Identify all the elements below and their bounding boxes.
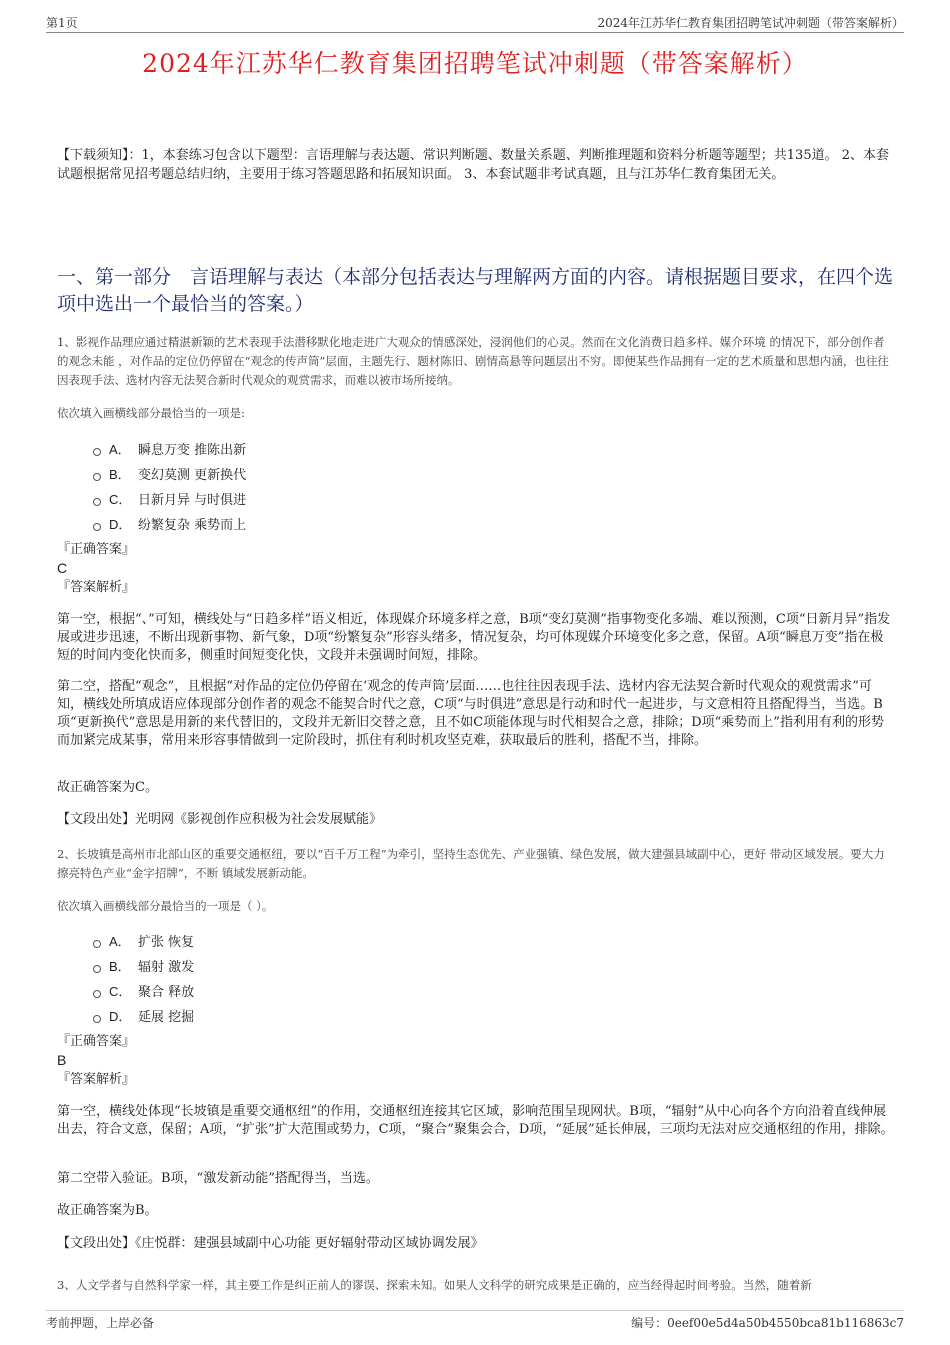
question-2-analysis-2: 第二空带入验证。B项，“激发新动能”搭配得当，当选。	[57, 1171, 379, 1186]
question-2-conclusion: 故正确答案为B。	[57, 1203, 158, 1218]
radio-icon[interactable]	[93, 940, 101, 948]
footer-document-id: 编号：0eef00e5d4a50b4550bca81b116863c7	[631, 1316, 904, 1330]
radio-icon[interactable]	[93, 523, 101, 531]
radio-icon[interactable]	[93, 498, 101, 506]
header-doc-title: 2024年江苏华仁教育集团招聘笔试冲刺题（带答案解析）	[597, 16, 904, 30]
answer-value: C	[57, 560, 68, 576]
footer-divider	[46, 1310, 904, 1311]
option-b[interactable]: B． 变幻莫测 更新换代	[93, 461, 246, 486]
question-1-analysis-1: 第一空，根据“、”可知，横线处与“日趋多样”语义相近，体现媒介环境多样之意，B项“变幻莫测”指事物变化多端、难以预测，C项“日新月异”指发展或进步迅速，不断出现新事物、新气象，D项“纷繁复杂”形容头绪多，情况复杂，均可体现媒介环境变化多之意，保留。A项“瞬息万变”指在极短的时间内变化快而多，侧重时间短变化快，文段并未强调时间短，排除。	[57, 612, 891, 663]
analysis-label: 『答案解析』	[57, 1072, 136, 1087]
option-b[interactable]: B． 辐射 激发	[93, 953, 194, 978]
question-1-answer-block	[57, 540, 135, 597]
download-notice: 【下载须知】：1，本套练习包含以下题型：言语理解与表达题、常识判断题、数量关系题、判断推理题和资料分析题等题型；共135道。 2、本套试题根据常见招考题总结归纳，主要用于练习答题思路和拓展知识面。 3、本套试题非考试真题，且与江苏华仁教育集团无关。	[57, 148, 889, 182]
radio-icon[interactable]	[93, 473, 101, 481]
question-2-source: 【文段出处】《庄悦群：建强县域副中心功能 更好辐射带动区域协调发展》	[57, 1236, 484, 1251]
question-3-text: 3、人文学者与自然科学家一样，其主要工作是纠正前人的谬误、探索未知。如果人文科学的研究成果是正确的，应当经得起时间考验。当然，随着新	[57, 1278, 812, 1292]
question-1-options	[93, 436, 246, 536]
question-1-source: 【文段出处】光明网《影视创作应积极为社会发展赋能》	[57, 812, 383, 827]
question-2-text: 2、长坡镇是高州市北部山区的重要交通枢纽，要以“百千万工程”为牵引，坚持生态优先、产业强镇、绿色发展，做大建强县域副中心，更好 带动区域发展。要大力擦亮特色产业“金字招牌”，不断 镇域发展新动能。	[57, 847, 885, 880]
option-d[interactable]: D． 延展 挖掘	[93, 1003, 194, 1028]
page-number: 第1页	[46, 16, 78, 30]
answer-value: B	[57, 1052, 67, 1068]
answer-label: 『正确答案』	[57, 542, 136, 557]
question-2-answer-block	[57, 1032, 135, 1089]
question-1-conclusion: 故正确答案为C。	[57, 780, 158, 795]
footer-slogan: 考前押题，上岸必备	[46, 1316, 155, 1330]
radio-icon[interactable]	[93, 990, 101, 998]
question-1-text: 1、影视作品理应通过精湛新颖的艺术表现手法潜移默化地走进广大观众的情感深处，浸润他们的心灵。然而在文化消费日趋多样、媒介环境 的情况下，部分创作者的观念未能 ，对作品的定位仍停留在“观念的传声筒”层面，主题先行、题材陈旧、剧情高悬等问题层出不穷。即便某些作品拥有一定的艺术质量和思想内涵，也往往因表现手法、选材内容无法契合新时代观众的观赏需求，而难以被市场所接纳。	[57, 335, 889, 387]
radio-icon[interactable]	[93, 448, 101, 456]
section-title: 一、第一部分 言语理解与表达（本部分包括表达与理解两方面的内容。请根据题目要求，在四个选项中选出一个最恰当的答案。）	[57, 266, 894, 315]
option-a[interactable]: A． 瞬息万变 推陈出新	[93, 436, 246, 461]
answer-label: 『正确答案』	[57, 1034, 136, 1049]
option-a[interactable]: A． 扩张 恢复	[93, 928, 194, 953]
document-title: 2024年江苏华仁教育集团招聘笔试冲刺题（带答案解析）	[142, 49, 808, 78]
question-1-prompt: 依次填入画横线部分最恰当的一项是:	[57, 406, 245, 420]
radio-icon[interactable]	[93, 1015, 101, 1023]
option-c[interactable]: C． 聚合 释放	[93, 978, 194, 1003]
question-1-analysis-2: 第二空，搭配“观念”，且根据“对作品的定位仍停留在‘观念的传声筒’层面……也往往因表现手法、选材内容无法契合新时代观众的观赏需求”可知，横线处所填成语应体现部分创作者的观念不能契合时代之意，C项“与时俱进”意思是行动和时代一起进步，与文意相符且搭配得当，当选。B项“更新换代”意思是用新的来代替旧的，文段并无新旧交替之意，且不如C项能体现与时代相契合之意，排除；D项“乘势而上”指利用有利的形势而加紧完成某事，常用来形容事情做到一定阶段时，抓住有利时机攻坚克难，获取最后的胜利，搭配不当，排除。	[57, 679, 884, 748]
option-c[interactable]: C． 日新月异 与时俱进	[93, 486, 246, 511]
question-2-analysis-1: 第一空，横线处体现“长坡镇是重要交通枢纽”的作用，交通枢纽连接其它区域，影响范围呈现网状。B项，“辐射”从中心向各个方向沿着直线伸展出去，符合文意，保留；A项，“扩张”扩大范围或势力，C项，“聚合”聚集会合，D项，“延展”延长伸展，三项均无法对应交通枢纽的作用，排除。	[57, 1104, 894, 1137]
radio-icon[interactable]	[93, 965, 101, 973]
question-2-prompt: 依次填入画横线部分最恰当的一项是（ ）。	[57, 899, 274, 913]
option-d[interactable]: D． 纷繁复杂 乘势而上	[93, 511, 246, 536]
page-header	[46, 12, 904, 33]
question-2-options	[93, 928, 194, 1028]
analysis-label: 『答案解析』	[57, 580, 136, 595]
